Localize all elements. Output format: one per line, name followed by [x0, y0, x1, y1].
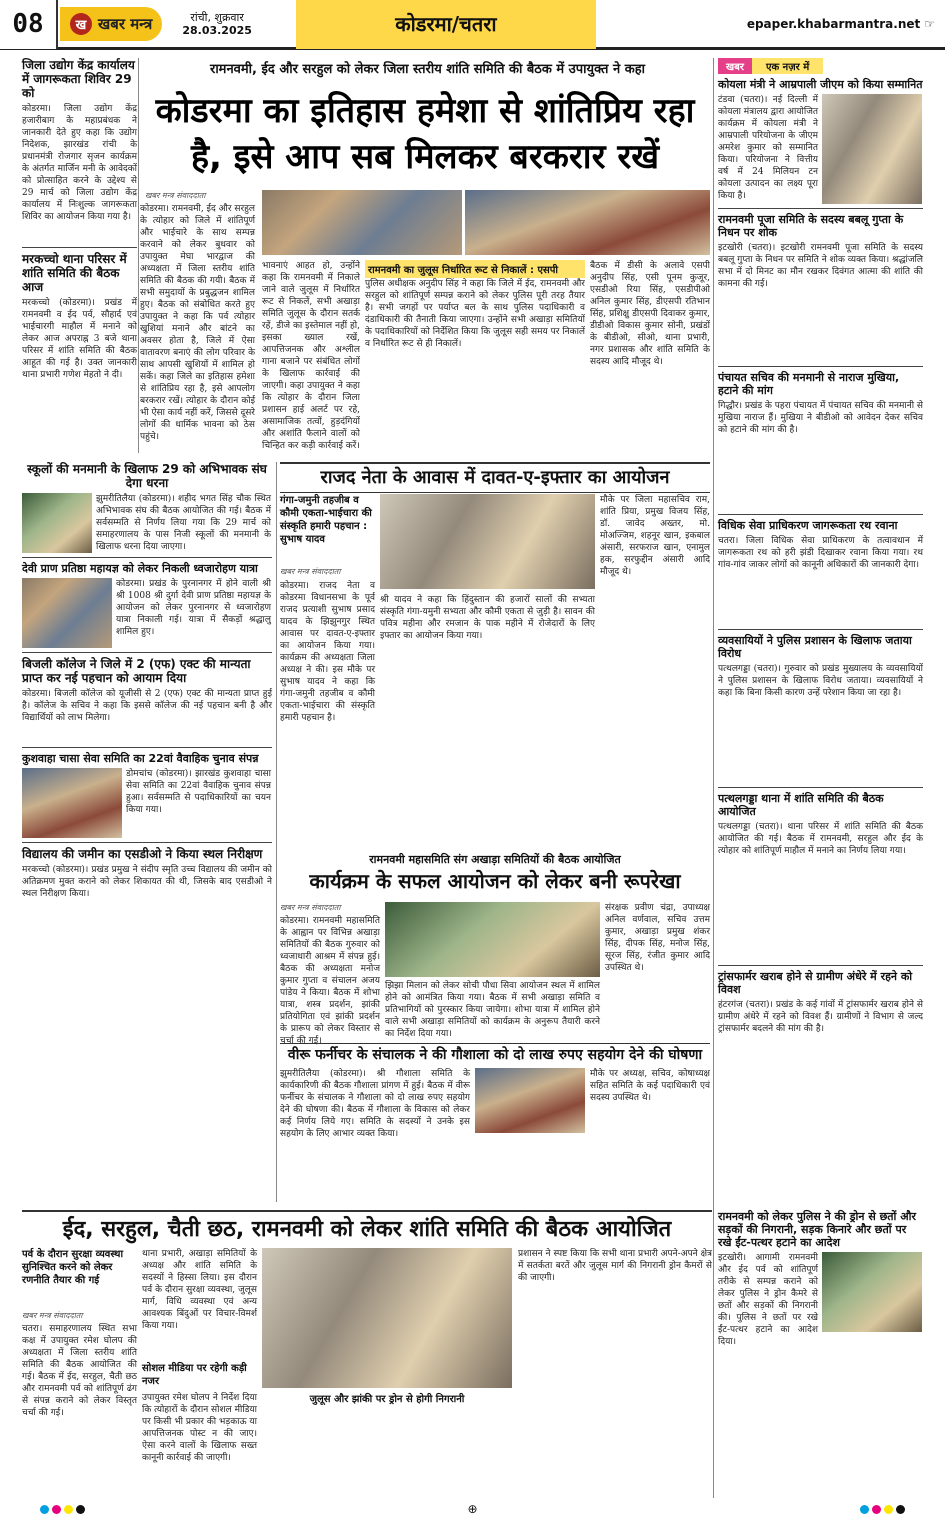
left-item7-body: मरकच्चो (कोडरमा)। प्रखंड प्रमुख ने संदीप स्मृति उच्च विद्यालय की जमीन को अतिक्रमण मुक्त कराने को लेकर शिकायत की थी, जिसके बाद एसडीओ ने स्थल निरीक्षण किया।	[22, 865, 272, 899]
column-divider	[713, 58, 714, 1498]
iftar-attendees: मौके पर जिला महासचिव राम, शांति प्रिया, प्रमुख विजय सिंह, डॉ. जावेद अख्तर, मो. मोअज्जिम, शहनूर खान, इकबाल अंसारी, सरफराज खान, एनामुल हक, सरफुद्दीन अंसारी आदि मौजूद थे।	[600, 495, 710, 577]
lead-kicker: रामनवमी, ईद और सरहुल को लेकर जिला स्तरीय शांति समिति की बैठक में उपायुक्त ने कहा	[210, 62, 645, 77]
date: 28.03.2025	[182, 23, 252, 37]
gaushala-attendees: मौके पर अध्यक्ष, सचिव, कोषाध्यक्ष सहित समिति के कई पदाधिकारी एवं सदस्य उपस्थित थे।	[590, 1069, 710, 1103]
left-item4-photo	[22, 578, 112, 648]
left-item1-title: जिला उद्योग केंद्र कार्यालय में जागरूकता शिविर 29 को	[22, 58, 135, 100]
crosshair-icon: ⊕	[467, 1502, 478, 1516]
column-divider	[276, 462, 277, 1202]
right-item3-title: पंचायत सचिव की मनमानी से नाराज मुखिया, हटाने की मांग	[718, 371, 900, 397]
print-marks	[0, 1501, 945, 1517]
color-bar-left	[40, 1505, 85, 1514]
lead-body: कोडरमा। रामनवमी, ईद और सरहुल के त्योहार को जिले में शांतिपूर्ण और भाईचारे के साथ सम्पन्न करवाने को लेकर बुधवार को उपायुक्त मेघा भारद्वाज की अध्यक्षता में जिला स्तरीय शांति समिति की बैठक की गयी। बैठक में सभी समुदायों के प्रबुद्धजन शामिल हुए। बैठक को संबोधित करते हुए उपायुक्त ने कहा कि पर्व त्योहार खुशियां मनाने और बांटने का अवसर होता है, जिले में ऐसा वातावरण बनाएं की लोग परिवार के साथ आपसी खुशियों में शामिल हो सकें। कहा जिले का इतिहास हमेशा से शांतिप्रिय रहा है, इसे आपलोग बरकरार रखें। त्योहार के दौरान कोई भी ऐसा कार्य नहीं करें, जिससे दूसरे लोगों की धार्मिक भावना को ठेस पहुंचे।	[140, 204, 256, 442]
akhada-headline: कार्यक्रम के सफल आयोजन को लेकर बनी रूपरेखा	[309, 869, 681, 893]
gaushala-photo	[475, 1068, 585, 1133]
left-item4-body: कोडरमा। प्रखंड के पुरनानगर में होने वाली श्री श्री 1008 श्री दुर्गा देवी प्राण प्रतिष्ठा महायज्ञ के आयोजन को लेकर पुरनानगर से ध्वजारोहण यात्रा निकाली गई। यात्रा में सैकड़ों श्रद्धालु शामिल हुए।	[116, 579, 271, 637]
right-item6-body: पत्थलगड्डा (चतरा)। थाना परिसर में शांति समिति की बैठक आयोजित की गई। बैठक में रामनवमी, सरहुल और ईद के त्योहार को शांतिपूर्ण माहौल में मनाने का निर्णय लिया गया।	[718, 822, 923, 856]
lead-photo-1	[262, 190, 462, 255]
gaushala-headline: वीरू फर्नीचर के संचालक ने की गौशाला को दो लाख रुपए सहयोग देने की घोषणा	[280, 1043, 710, 1064]
akhada-body: कोडरमा। रामनवमी महासमिति के आह्वान पर विभिन्न अखाड़ा समितियों की बैठक गुरुवार को ध्वजाधारी आश्रम में संपन्न हुई। बैठक की अध्यक्षता मनोज कुमार गुप्ता व संचालन अजय पांडेय ने किया। बैठक में शोभा यात्रा, शस्त्र प्रदर्शन, झांकी प्रतियोगिता एवं झांकी प्रदर्शन के प्रारूप को लेकर विस्तार से चर्चा की गई।	[280, 916, 380, 1046]
dateline	[182, 11, 252, 37]
right-item1-title: कोयला मंत्री ने आम्रपाली जीएम को किया सम्मानित	[718, 78, 923, 91]
lead-photo-caption: रामनवमी का जुलूस निर्धारित रूट से निकालें : एसपी	[365, 260, 585, 278]
right-item8-photo	[822, 1252, 922, 1332]
left-item2-body: मरकच्चो (कोडरमा)। प्रखंड में रामनवमी व ईद पर्व, सौहार्द एवं भाईचारगी माहौल में मनाने को लेकर आज अपराह्न 3 बजे थाना परिसर में शांति समिति की बैठक आहूत की गई है। उक्त जानकारी थाना प्रभारी गणेश मेहतो ने दी।	[22, 298, 137, 380]
iftar-body: कोडरमा। राजद नेता व कोडरमा विधानसभा के पूर्व राजद प्रत्याशी सुभाष प्रसाद यादव के झिझुनगुर स्थित आवास पर दावत-ए-इफ्तार का आयोजन किया गया। कार्यक्रम की अध्यक्षता जिला अध्यक्ष ने की। इस मौके पर सुभाष यादव ने कहा कि गंगा-जमुनी तहजीब व कौमी एकता-भाईचारा की संस्कृति हमारी पहचान है।	[280, 581, 375, 723]
left-item3-photo	[22, 493, 92, 553]
bottom-body: चतरा। समाहरणालय स्थित सभा कक्ष में उपायुक्त रमेश घोलप की अध्यक्षता में जिला स्तरीय शांति समिति की बैठक आयोजित की गई। बैठक में ईद, सरहुल, चैती छठ और रामनवमी पर्व को शांतिपूर्ण ढंग से संपन्न कराने को लेकर विस्तृत चर्चा की गई।	[22, 1324, 137, 1418]
bottom-headline: ईद, सरहुल, चैती छठ, रामनवमी को लेकर शांति समिति की बैठक आयोजित	[22, 1210, 712, 1244]
right-item7-body: हंटरगंज (चतरा)। प्रखंड के कई गांवों में ट्रांसफार्मर खराब होने से ग्रामीण अंधेरे में रहने को विवश हैं। ग्रामीणों ने विभाग से जल्द ट्रांसफार्मर बदलने की मांग की है।	[718, 1000, 923, 1034]
left-lower-column	[22, 462, 272, 982]
left-item6-body: डोमचांच (कोडरमा)। झारखंड कुशवाहा चासा सेवा समिति का 22वां वैवाहिक चुनाव संपन्न हुआ। सर्वसम्मति से पदाधिकारियों का चयन किया गया।	[126, 769, 271, 815]
column-divider	[138, 58, 139, 453]
bottom-side-title: पर्व के दौरान सुरक्षा व्यवस्था सुनिश्चित करने को लेकर रणनीति तैयार की गई	[22, 1249, 124, 1286]
right-bottom-item	[718, 1210, 923, 1500]
iftar-body-2: श्री यादव ने कहा कि हिंदुस्तान की हजारों सालों की सभ्यता संस्कृति गंगा-यमुनी सभ्यता और कौमी एकता से जुड़ी है। सावन की पवित्र महीना और रमजान के पाक महीने में रोजेदारों के लिए इफ्तार का आयोजन किया गया।	[380, 595, 595, 641]
epaper-url[interactable]: epaper.khabarmantra.net	[746, 16, 921, 31]
akhada-kicker: रामनवमी महासमिति संग अखाड़ा समितियों की बैठक आयोजित	[369, 853, 621, 866]
right-item2-title: रामनवमी पूजा समिति के सदस्य बबलू गुप्ता के निधन पर शोक	[718, 213, 904, 239]
left-item1-body: कोडरमा। जिला उद्योग केंद्र हजारीबाग के महाप्रबंधक ने जानकारी देते हुए कहा कि उद्योग निदेशक, झारखंड रांची के प्रधानमंत्री रोजगार सृजन कार्यक्रम के अंतर्गत मार्जिन मनी के आवेदकों को प्रोत्साहित करने के उद्देश्य से 29 मार्च को जिला उद्योग केंद्र कार्यालय में निःशुल्क जागरूकता शिविर का आयोजन किया गया है।	[22, 104, 137, 222]
brand-name: खबर मन्त्र	[98, 14, 153, 33]
iftar-byline: खबर मन्त्र संवाददाता	[280, 567, 341, 576]
right-item7-title: ट्रांसफार्मर खराब होने से ग्रामीण अंधेरे में रहने को विवश	[718, 970, 913, 996]
bottom-sub-title: सोशल मीडिया पर रहेगी कड़ी नजर	[142, 1363, 247, 1387]
bottom-body-4: प्रशासन ने स्पष्ट किया कि सभी थाना प्रभारी अपने-अपने क्षेत्र में सतर्कता बरतें और जुलूस मार्ग की निगरानी ड्रोन कैमरों से की जाएगी।	[518, 1249, 712, 1283]
akhada-attendees: संरक्षक प्रवीण चंद्रा, उपाध्यक्ष अनिल वर्णवाल, सचिव उत्तम कुमार, अखाड़ा प्रमुख शंकर सिंह, दीपक सिंह, मनोज सिंह, सूरज सिंह, रंजीत कुमार आदि उपस्थित थे।	[605, 903, 710, 973]
lead-body-2: भावनाएं आहत हो, उन्होंने कहा कि रामनवमी में निकाले जाने वाले जुलूस में निर्धारित रूट से निकलें, सभी अखाड़ा समिति जुलूस के दौरान सतर्क रहें, डीजे का इस्तेमाल नहीं हो, इसका ख्याल रखें, आपत्तिजनक और अश्लील गाना बजाने पर संबंधित लोगों के खिलाफ कार्रवाई की जाएगी। कहा उपायुक्त ने कहा कि त्योहार के दौरान जिला प्रशासन हाई अलर्ट पर रहे, असामाजिक तत्वों, हुड़दंगियों और अशांति फैलाने वालों को चिन्हित कर कड़ी कार्रवाई करें।	[262, 261, 360, 451]
bottom-body-3: उपायुक्त रमेश घोलप ने निर्देश दिया कि त्योहारों के दौरान सोशल मीडिया पर किसी भी प्रकार की भड़काऊ या आपत्तिजनक पोस्ट न की जाए। ऐसा करने वालों के खिलाफ सख्त कानूनी कार्रवाई की जाएगी।	[142, 1393, 257, 1463]
bottom-photo-caption: जुलूस और झांकी पर ड्रोन से होगी निगरानी	[309, 1394, 465, 1405]
lead-byline: खबर मन्त्र संवाददाता	[145, 191, 206, 200]
bottom-byline: खबर मन्त्र संवाददाता	[22, 1311, 83, 1320]
iftar-photo	[380, 494, 595, 589]
bottom-photo	[262, 1248, 512, 1388]
page-header	[0, 0, 945, 50]
section-title: कोडरमा/चतरा	[296, 0, 596, 49]
iftar-side-title: गंगा-जमुनी तहजीब व कौमी एकता-भाईचारा की संस्कृति हमारी पहचान : सुभाष यादव	[280, 495, 372, 545]
right-item1-photo	[822, 94, 922, 204]
cursor-icon: ☞	[924, 16, 935, 31]
color-bar-right	[860, 1505, 905, 1514]
page-number: 08	[0, 0, 58, 49]
left-item7-title: विद्यालय की जमीन का एसडीओ ने किया स्थल निरीक्षण	[22, 847, 263, 861]
right-item3-body: गिद्धौर। प्रखंड के पहरा पंचायत में पंचायत सचिव की मनमानी से मुखिया नाराज हैं। मुखिया ने बीडीओ को आवेदन देकर सचिव को हटाने की मांग की है।	[718, 401, 924, 435]
brand-logo-icon: ख	[70, 13, 92, 35]
right-item8-body: इटखोरी। आगामी रामनवमी और ईद पर्व को शांतिपूर्ण तरीके से सम्पन्न कराने को लेकर पुलिस ने ड्रोन कैमरे से छतों और सड़कों की निगरानी की। पुलिस ने छतों पर रखे ईंट-पत्थर हटाने का आदेश दिया।	[718, 1253, 818, 1347]
right-column	[718, 58, 923, 1208]
right-item5-body: पत्थलगड्डा (चतरा)। गुरुवार को प्रखंड मुख्यालय के व्यवसायियों ने पुलिस प्रशासन के खिलाफ विरोध जताया। व्यवसायियों ने कहा कि बिना किसी कारण उन्हें परेशान किया जा रहा है।	[718, 664, 923, 698]
left-item3-title: स्कूलों की मनमानी के खिलाफ 29 को अभिभावक संघ देगा धरना	[27, 462, 267, 490]
lead-sp-text: पुलिस अधीक्षक अनुदीप सिंह ने कहा कि जिले में ईद, रामनवमी और सरहुल को शांतिपूर्ण सम्पन्न कराने को लेकर पुलिस पूरी तरह तैयार है। सभी जगहों पर पर्याप्त बल के साथ पुलिस पदाधिकारी व दंडाधिकारी की तैनाती किया जाएगा। उन्होंने सभी अखाड़ा समितियों के पदाधिकारियों को निर्देशित किया कि जुलूस सही समय पर निकालें व निर्धारित रूट से ही निकालें।	[365, 279, 585, 349]
tag-brand: खबर	[718, 58, 752, 74]
left-item5-body: कोडरमा। बिजली कॉलेज को यूजीसी से 2 (एफ) एक्ट की मान्यता प्राप्त हुई है। कॉलेज के सचिव ने कहा कि इससे कॉलेज की नई पहचान बनी है और विद्यार्थियों को लाभ मिलेगा।	[22, 689, 272, 723]
iftar-banner: राजद नेता के आवास में दावत-ए-इफ्तार का आयोजन	[280, 462, 710, 493]
right-item4-body: चतरा। जिला विधिक सेवा प्राधिकरण के तत्वावधान में जागरूकता रथ को हरी झंडी दिखाकर रवाना किया गया। रथ गांव-गांव जाकर लोगों को कानूनी अधिकारों की जानकारी देगा।	[718, 536, 923, 570]
akhada-photo	[385, 902, 600, 977]
right-item6-title: पत्थलगड्डा थाना में शांति समिति की बैठक आयोजित	[718, 792, 884, 818]
right-item2-body: इटखोरी (चतरा)। इटखोरी रामनवमी पूजा समिति के सदस्य बबलू गुप्ता के निधन पर समिति ने शोक व्यक्त किया। श्रद्धांजलि सभा में दो मिनट का मौन रखकर दिवंगत आत्मा की शांति की कामना की गई।	[718, 243, 923, 289]
left-column	[22, 58, 137, 438]
right-item4-title: विधिक सेवा प्राधिकरण जागरूकता रथ रवाना	[718, 519, 898, 532]
left-item6-photo	[22, 768, 122, 838]
lead-officials: बैठक में डीसी के अलावे एसपी अनुदीप सिंह, एसी पूनम कुजूर, एसडीओ रिया सिंह, एसडीपीओ अनिल कुमार सिंह, डीएसपी रतिभान सिंह, प्रशिक्षु डीएसपी दिवाकर कुमार, डीडीओ विकास कुमार सोनी, प्रखंडों के बीडीओ, सीओ, थाना प्रभारी, नगर प्रशासक और शांति समिति के सदस्य आदि मौजूद थे।	[590, 261, 710, 367]
tag-label: एक नज़र में	[752, 58, 823, 74]
date-place: रांची, शुक्रवार	[190, 10, 244, 24]
right-item8-title: रामनवमी को लेकर पुलिस ने की ड्रोन से छतों और सड़कों की निगरानी, सड़क किनारे और छतों पर रखे ईंट-पत्थर हटाने का आदेश	[718, 1210, 916, 1249]
left-item6-title: कुशवाहा चासा सेवा समिति का 22वां वैवाहिक चुनाव संपन्न	[22, 752, 259, 765]
lead-headline: कोडरमा का इतिहास हमेशा से शांतिप्रिय रहा है, इसे आप सब मिलकर बरकरार रखें	[155, 91, 695, 177]
brand-badge	[60, 7, 162, 41]
right-item1-body: टंडवा (चतरा)। नई दिल्ली में कोयला मंत्रालय द्वारा आयोजित कार्यक्रम में कोयला मंत्री ने आम्रपाली परियोजना के जीएम अमरेश कुमार को सम्मानित किया। परियोजना ने वित्तीय वर्ष में 24 मिलियन टन कोयला उत्पादन का लक्ष्य पूरा किया है।	[718, 95, 818, 201]
akhada-body-2: झिझा मिलान को लेकर सोची पौधा सिवा आयोजन स्थल में शामिल होने को आमंत्रित किया गया। बैठक में सभी अखाड़ा समिति व प्रतिभागियों को पुरस्कार किया जायेगा। शोभा यात्रा में शामिल होने वाले सभी अखाड़ा समितियों को कार्यक्रम के अनुरूप तैयारी करने का निर्देश दिया गया।	[385, 981, 600, 1039]
left-item2-title: मरकच्चो थाना परिसर में शांति समिति की बैठक आज	[22, 252, 127, 294]
lead-photo-2	[465, 190, 710, 255]
left-item4-title: देवी प्राण प्रतिष्ठा महायज्ञ को लेकर निकली ध्वजारोहण यात्रा	[22, 562, 258, 575]
epaper-link[interactable]	[747, 17, 945, 31]
left-item3-body: झुमरीतिलैया (कोडरमा)। शहीद भगत सिंह चौक स्थित अभिभावक संघ की बैठक आयोजित की गई। बैठक में सर्वसम्मति से निर्णय लिया गया कि 29 मार्च को समाहरणालय के पास निजी स्कूलों की मनमानी के खिलाफ धरना दिया जाएगा।	[96, 494, 271, 552]
gaushala-body: झुमरीतिलैया (कोडरमा)। श्री गौशाला समिति के कार्यकारिणी की बैठक गौशाला प्रांगण में हुई। बैठक में वीरू फर्नीचर के संचालक ने गौशाला को दो लाख रुपए सहयोग देने की घोषणा की। बैठक में गौशाला के विकास को लेकर कई निर्णय लिये गए। समिति के सदस्यों ने उनके इस सहयोग के लिए आभार व्यक्त किया।	[280, 1069, 470, 1139]
left-item5-title: बिजली कॉलेज ने जिले में 2 (एफ) एक्ट की मान्यता प्राप्त कर नई पहचान को आयाम दिया	[22, 657, 251, 685]
akhada-byline: खबर मन्त्र संवाददाता	[280, 903, 341, 912]
bottom-body-2: थाना प्रभारी, अखाड़ा समितियों के अध्यक्ष और शांति समिति के सदस्यों ने हिस्सा लिया। इस दौरान पर्व के दौरान सुरक्षा व्यवस्था, जुलूस मार्ग, विधि व्यवस्था एवं अन्य आवश्यक बिंदुओं पर विचार-विमर्श किया गया।	[142, 1249, 257, 1331]
right-item5-title: व्यवसायियों ने पुलिस प्रशासन के खिलाफ जताया विरोध	[718, 634, 912, 660]
